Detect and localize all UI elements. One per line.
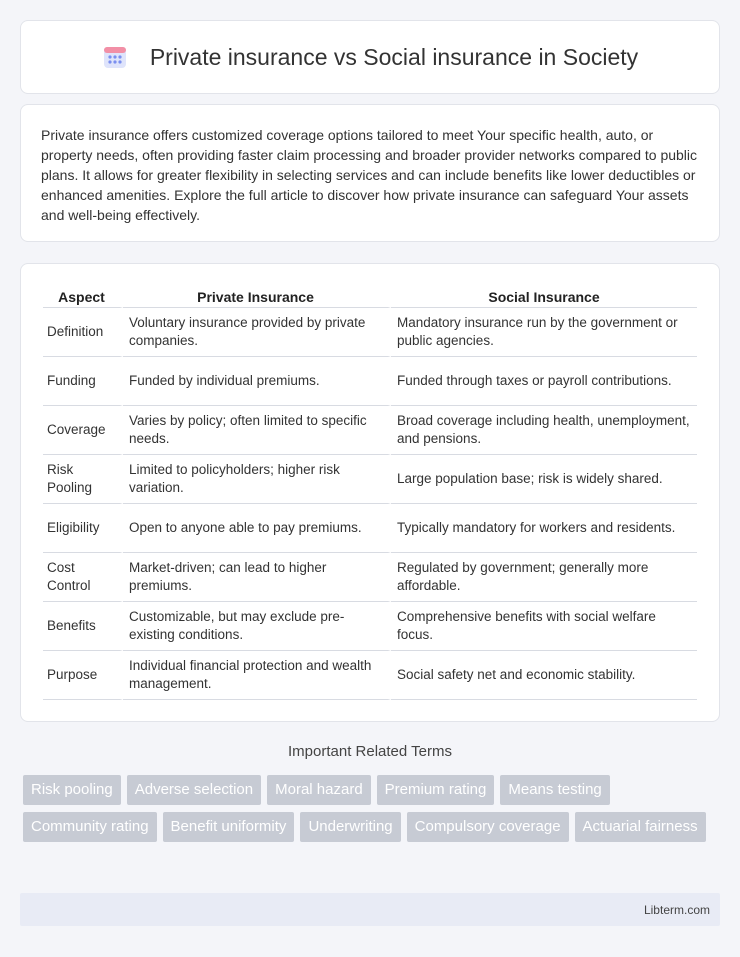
private-cell: Market-driven; can lead to higher premiums. xyxy=(123,553,391,602)
social-cell: Comprehensive benefits with social welfare focus. xyxy=(391,602,697,651)
private-cell: Open to anyone able to pay premiums. xyxy=(123,504,391,553)
related-term-tag[interactable]: Underwriting xyxy=(300,812,400,842)
related-term-tag[interactable]: Premium rating xyxy=(377,775,495,805)
related-term-tag[interactable]: Moral hazard xyxy=(267,775,371,805)
aspect-cell: Purpose xyxy=(43,651,123,700)
private-cell: Individual financial protection and wealth management. xyxy=(123,651,391,700)
header-aspect: Aspect xyxy=(43,282,123,308)
private-cell: Funded by individual premiums. xyxy=(123,357,391,406)
table-row xyxy=(43,504,697,553)
related-term-tag[interactable]: Benefit uniformity xyxy=(163,812,295,842)
related-term-tag[interactable]: Means testing xyxy=(500,775,609,805)
social-cell: Regulated by government; generally more affordable. xyxy=(391,553,697,602)
table-row xyxy=(43,602,697,651)
page-title: Private insurance vs Social insurance in Society xyxy=(149,43,639,70)
private-cell: Limited to policyholders; higher risk variation. xyxy=(123,455,391,504)
private-cell: Customizable, but may exclude pre-existing conditions. xyxy=(123,602,391,651)
aspect-cell: Definition xyxy=(43,308,123,357)
private-cell: Varies by policy; often limited to specific needs. xyxy=(123,406,391,455)
table-row xyxy=(43,406,697,455)
related-terms-section xyxy=(0,743,740,760)
aspect-cell: Benefits xyxy=(43,602,123,651)
header-card xyxy=(20,20,720,94)
aspect-cell: Funding xyxy=(43,357,123,406)
aspect-cell: Cost Control xyxy=(43,553,123,602)
social-cell: Mandatory insurance run by the government or public agencies. xyxy=(391,308,697,357)
footer xyxy=(20,893,720,926)
aspect-cell: Coverage xyxy=(43,406,123,455)
related-terms-tags xyxy=(23,775,723,849)
footer-site-link[interactable]: Libterm.com xyxy=(643,903,710,917)
table-header-row xyxy=(43,282,697,308)
intro-card xyxy=(20,104,720,242)
comparison-table xyxy=(43,282,697,700)
header-social: Social Insurance xyxy=(391,282,697,308)
header-private: Private Insurance xyxy=(123,282,391,308)
table-row xyxy=(43,455,697,504)
calendar-grid-icon xyxy=(102,44,128,70)
table-row xyxy=(43,308,697,357)
social-cell: Funded through taxes or payroll contributions. xyxy=(391,357,697,406)
table-row xyxy=(43,553,697,602)
private-cell: Voluntary insurance provided by private companies. xyxy=(123,308,391,357)
table-row xyxy=(43,651,697,700)
related-term-tag[interactable]: Risk pooling xyxy=(23,775,121,805)
social-cell: Social safety net and economic stability. xyxy=(391,651,697,700)
aspect-cell: Risk Pooling xyxy=(43,455,123,504)
aspect-cell: Eligibility xyxy=(43,504,123,553)
related-term-tag[interactable]: Compulsory coverage xyxy=(407,812,569,842)
related-term-tag[interactable]: Actuarial fairness xyxy=(575,812,706,842)
intro-text: Private insurance offers customized coverage options tailored to meet Your specific health, auto, or property needs, often providing faster claim processing and broader provider networks compared to public plans. It allows for greater flexibility in selecting services and can include benefits like lower deductibles or enhanced amenities. Explore the full article to discover how private insurance can safeguard Your assets and well-being effectively. xyxy=(41,127,698,223)
related-term-tag[interactable]: Community rating xyxy=(23,812,157,842)
social-cell: Large population base; risk is widely shared. xyxy=(391,455,697,504)
social-cell: Typically mandatory for workers and residents. xyxy=(391,504,697,553)
social-cell: Broad coverage including health, unemployment, and pensions. xyxy=(391,406,697,455)
comparison-table-card xyxy=(20,263,720,722)
table-row xyxy=(43,357,697,406)
related-terms-title: Important Related Terms xyxy=(288,743,452,760)
related-term-tag[interactable]: Adverse selection xyxy=(127,775,261,805)
